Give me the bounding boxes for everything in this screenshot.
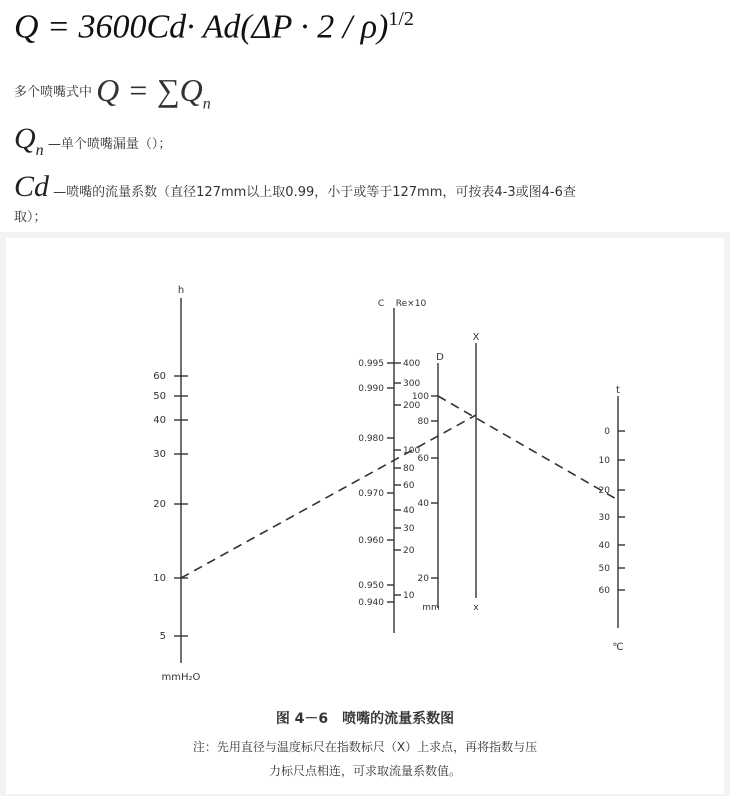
h-tick-label: 60	[153, 371, 166, 382]
cd-description: —喷嘴的流量系数（直径127mm以上取0.99，小于或等于127mm，可按表4-3或图4-6查	[53, 185, 576, 200]
nomogram-figure	[6, 238, 724, 794]
d-axis-unit: mm	[422, 603, 440, 613]
formula-ad: · Ad	[186, 8, 241, 46]
re-tick-label: 30	[403, 524, 415, 534]
t-tick-label: 30	[598, 513, 610, 523]
sum-formula	[96, 72, 211, 113]
qn-definition	[14, 122, 171, 160]
cd-symbol: Cd	[14, 170, 50, 203]
qn-description: —单个喷嘴漏量（）；	[47, 137, 172, 152]
nomogram-svg	[6, 238, 724, 698]
x-axis-bottom-label: x	[473, 603, 479, 613]
d-axis-label: D	[436, 352, 444, 363]
qn-symbol-sub: n	[35, 142, 44, 159]
h-axis-label: h	[177, 285, 185, 296]
qn-symbol	[14, 122, 44, 159]
flow-formula	[14, 8, 414, 46]
d-tick-label: 40	[417, 499, 429, 509]
formula-exponent: 1/2	[388, 8, 414, 30]
h-axis-unit: mmH₂O	[161, 672, 201, 683]
re-tick-label: 10	[403, 591, 415, 601]
t-tick-label: 40	[598, 541, 610, 551]
multi-nozzle-line	[14, 72, 211, 113]
t-tick-label: 60	[598, 586, 610, 596]
figure-caption: 图 4－6 喷嘴的流量系数图	[275, 711, 455, 727]
cd-axis-label: C	[377, 299, 385, 309]
cd-tick-label: 0.995	[358, 359, 384, 369]
dashed-line-pressure	[181, 415, 476, 578]
figure-note-line1: 注：先用直径与温度标尺在指数标尺（X）上求点，再将指数与压	[192, 740, 538, 754]
sum-formula-text: Q = ∑Q	[96, 72, 203, 108]
re-tick-label: 60	[403, 481, 415, 491]
re-tick-label: 20	[403, 546, 415, 556]
t-tick-label: 20	[598, 486, 610, 496]
cd-description-cont: 取）；	[14, 210, 47, 225]
re-tick-label: 300	[403, 379, 421, 389]
cd-tick-label: 0.980	[358, 434, 384, 444]
cd-tick-label: 0.990	[358, 384, 384, 394]
t-axis-unit: ℃	[612, 642, 624, 653]
figure-note-line2: 力标尺点相连，可求取流量系数值。	[268, 764, 461, 778]
multi-nozzle-label: 多个喷嘴式中	[14, 85, 93, 101]
t-tick-label: 0	[604, 427, 610, 437]
t-tick-label: 10	[598, 456, 610, 466]
formula-lhs: Q = 3600	[14, 8, 147, 46]
h-tick-label: 40	[153, 415, 166, 426]
d-tick-label: 20	[417, 574, 429, 584]
d-tick-label: 60	[417, 454, 429, 464]
t-axis-label: t	[616, 385, 620, 396]
d-tick-label: 80	[417, 417, 429, 427]
nomogram-axes	[153, 285, 625, 683]
formula-cd: Cd	[146, 8, 187, 46]
cd-tick-label: 0.950	[358, 581, 384, 591]
h-tick-label: 30	[153, 449, 166, 460]
d-tick-label: 100	[411, 392, 429, 402]
dashed-line-temperature	[438, 396, 618, 500]
x-axis-label: X	[472, 332, 480, 343]
re-tick-label: 80	[403, 464, 415, 474]
cd-definition	[14, 170, 576, 204]
h-tick-label: 5	[159, 631, 166, 642]
re-tick-label: 400	[403, 359, 421, 369]
cd-tick-label: 0.960	[358, 536, 384, 546]
formula-panel	[0, 0, 730, 232]
re-tick-label: 100	[403, 446, 421, 456]
sum-formula-sub: n	[202, 95, 211, 113]
cd-tick-label: 0.970	[358, 489, 384, 499]
re-tick-label: 40	[403, 506, 415, 516]
h-tick-label: 50	[153, 391, 166, 402]
re-axis-label: Re×10	[395, 299, 427, 309]
t-tick-label: 50	[598, 564, 610, 574]
h-tick-label: 20	[153, 499, 166, 510]
cd-tick-label: 0.940	[358, 598, 384, 608]
formula-rest: (ΔP · 2 / ρ)	[240, 8, 389, 46]
qn-symbol-text: Q	[14, 122, 36, 155]
h-tick-label: 10	[153, 573, 166, 584]
re-tick-label: 200	[403, 401, 421, 411]
